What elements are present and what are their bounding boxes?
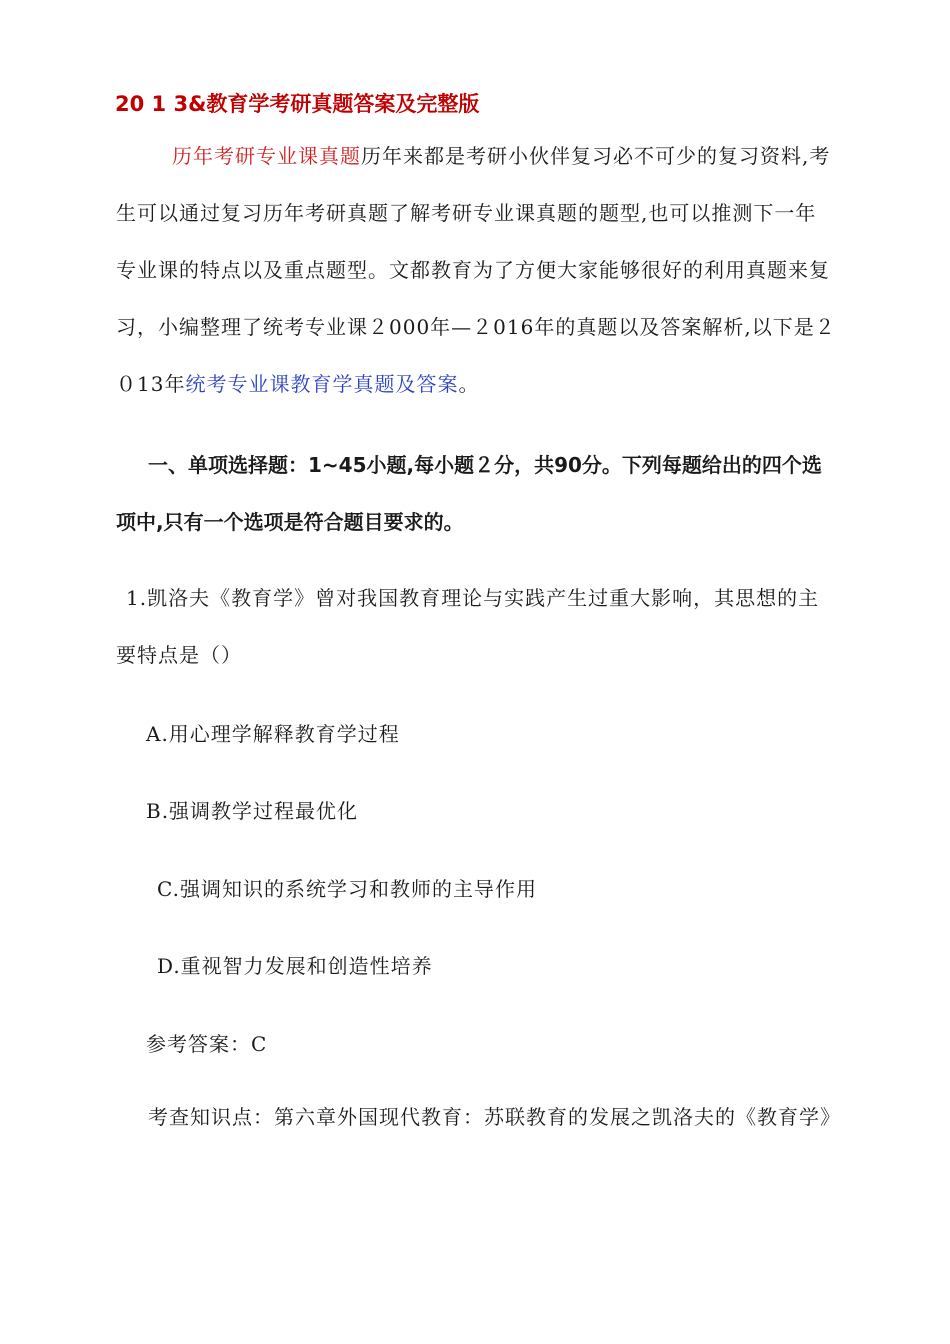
document-title: 20 1 3&教育学考研真题答案及完整版 bbox=[115, 92, 480, 116]
option-d: D.重视智力发展和创造性培养 bbox=[157, 954, 433, 978]
link-past-exam-questions[interactable]: 历年考研专业课真题 bbox=[172, 144, 361, 168]
intro-end: 。 bbox=[458, 372, 480, 396]
option-b: B.强调教学过程最优化 bbox=[146, 799, 359, 823]
question-1-stem: 1.凯洛夫《教育学》曾对我国教育理论与实践产生过重大影响，其思想的主要特点是（） bbox=[116, 586, 820, 667]
knowledge-point: 考查知识点：第六章外国现代教育：苏联教育的发展之凯洛夫的《教育学》 bbox=[148, 1105, 841, 1129]
option-a: A.用心理学解释教育学过程 bbox=[146, 722, 400, 746]
intro-paragraph bbox=[116, 128, 836, 413]
intro-text: 历年来都是考研小伙伴复习必不可少的复习资料,考生可以通过复习历年考研真题了解考研专业课真题的题型,也可以推测下一年专业课的特点以及重点题型。文都教育为了方便大家能够很好的利用真题来复习，小编整理了统考专业课２000年—２016年的真题以及答案解析,以下是２０13年 bbox=[116, 144, 836, 396]
reference-answer: 参考答案：C bbox=[146, 1032, 268, 1056]
option-c: C.强调知识的系统学习和教师的主导作用 bbox=[157, 877, 537, 901]
section-heading: 一、单项选择题：1~45小题,每小题２分，共90分。下列每题给出的四个选项中,只有一个选项是符合题目要求的。 bbox=[116, 453, 822, 534]
link-education-exam-answers[interactable]: 统考专业课教育学真题及答案 bbox=[185, 372, 459, 396]
